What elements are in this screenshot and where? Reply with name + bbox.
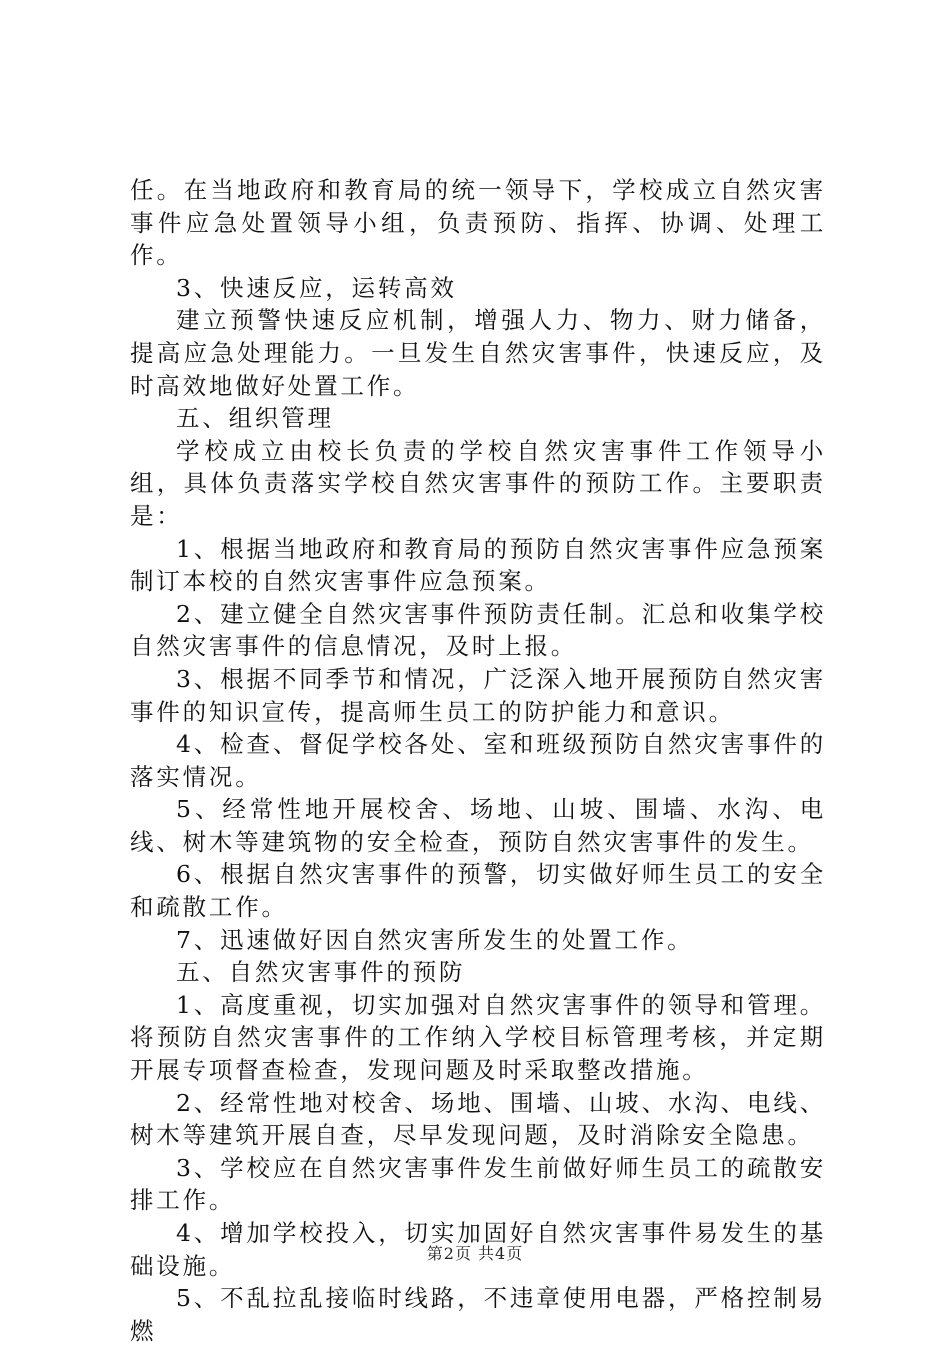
paragraph-11: 6、根据自然灾害事件的预警，切实做好师生员工的安全和疏散工作。 [130, 860, 826, 922]
paragraph-6: 1、根据当地政府和教育局的预防自然灾害事件应急预案制订本校的自然灾害事件应急预案。 [130, 534, 826, 596]
paragraph-3: 建立预警快速反应机制，增强人力、物力、财力储备，提高应急处理能力。一旦发生自然灾害事件，快速反应，及时高效地做好处置工作。 [130, 306, 826, 400]
section-heading-organization: 五、组织管理 [176, 404, 334, 433]
paragraph-12: 7、迅速做好因自然灾害所发生的处置工作。 [176, 925, 694, 954]
paragraph-8: 3、根据不同季节和情况，广泛深入地开展预防自然灾害事件的知识宣传，提高师生员工的防护能力和意识。 [130, 664, 826, 726]
paragraph-14: 1、高度重视，切实加强对自然灾害事件的领导和管理。将预防自然灾害事件的工作纳入学校目标管理考核，并定期开展专项督查检查，发现问题及时采取整改措施。 [130, 990, 826, 1085]
paragraph-17: 4、增加学校投入，切实加固好自然灾害事件易发生的基础设施。 [130, 1219, 826, 1280]
paragraph-5: 学校成立由校长负责的学校自然灾害事件工作领导小组，具体负责落实学校自然灾害事件的预防工作。主要职责是： [130, 436, 826, 530]
paragraph-18: 5、不乱拉乱接临时线路，不违章使用电器，严格控制易燃 [130, 1284, 826, 1345]
page-footer: 第2页 共4页 [426, 1244, 524, 1263]
paragraph-10: 5、经常性地开展校舍、场地、山坡、围墙、水沟、电线、树木等建筑物的安全检查，预防自然灾害事件的发生。 [130, 795, 826, 856]
paragraph-15: 2、经常性地对校舍、场地、围墙、山坡、水沟、电线、树木等建筑开展自查，尽早发现问题，及时消除安全隐患。 [130, 1088, 826, 1150]
paragraph-9: 4、检查、督促学校各处、室和班级预防自然灾害事件的落实情况。 [130, 730, 826, 791]
paragraph-2: 3、快速反应，运转高效 [176, 273, 457, 302]
paragraph-7: 2、建立健全自然灾害事件预防责任制。汇总和收集学校自然灾害事件的信息情况，及时上报。 [130, 599, 826, 661]
section-heading-prevention: 五、自然灾害事件的预防 [176, 958, 466, 987]
paragraph-1: 任。在当地政府和教育局的统一领导下，学校成立自然灾害事件应急处置领导小组，负责预防、指挥、协调、处理工作。 [130, 176, 826, 270]
document-body [130, 174, 826, 1347]
paragraph-16: 3、学校应在自然灾害事件发生前做好师生员工的疏散安排工作。 [130, 1153, 826, 1215]
